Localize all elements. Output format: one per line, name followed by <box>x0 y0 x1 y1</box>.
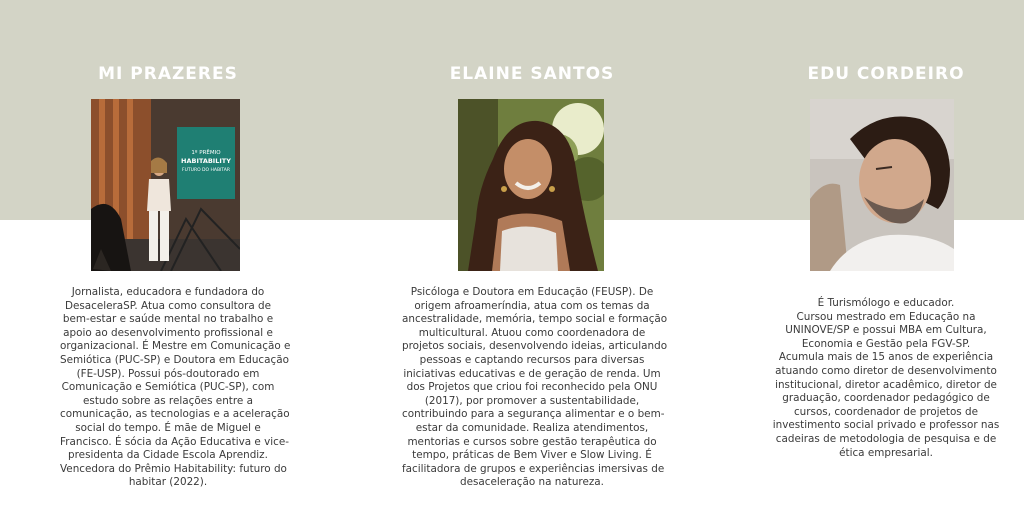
woman-standing-at-award-event-photo <box>91 99 240 271</box>
bio-line: desaceleração na natureza. <box>460 476 604 489</box>
bio-line: ancestralidade, memória, tempo social e formação <box>402 313 668 326</box>
bio-line: Cursou mestrado em Educação na <box>796 310 976 323</box>
profile-bio <box>60 286 291 490</box>
bio-line: Economia e Gestão pela FGV-SP. <box>801 337 971 350</box>
bio-line: contribuindo para a segurança alimentar e o bem- <box>402 408 665 421</box>
bio-line: Comunicação e Semiótica (PUC-SP), com <box>61 381 275 394</box>
bio-line: multicultural. Atuou como coordenadora de <box>418 326 646 339</box>
banner-text-line: HABITABILITY <box>181 157 231 165</box>
profile-bio <box>402 286 668 490</box>
smiling-woman-portrait-photo <box>458 99 604 271</box>
profile-photo <box>91 99 240 271</box>
bio-line: mentorias e cursos sobre gestão terapêutica do <box>407 435 657 448</box>
bio-line: Semiótica (PUC-SP) e Doutora em Educação <box>60 353 289 366</box>
bio-line: (2017), por promover a sustentabilidade, <box>424 394 640 407</box>
bio-line: dos Projetos que criou foi reconhecido pela ONU <box>406 381 658 394</box>
bio-line: É Turismólogo e educador. <box>817 297 955 309</box>
bio-line: UNINOVE/SP e possui MBA em Cultura, <box>785 324 987 337</box>
bio-line: social do tempo. É mãe de Miguel e <box>75 421 261 434</box>
bio-line: atuando como diretor de desenvolvimento <box>775 364 997 377</box>
profile-card-elaine-santos <box>402 0 668 512</box>
profile-photo <box>810 99 954 271</box>
bio-line: Psicóloga e Doutora em Educação (FEUSP). De <box>410 286 654 298</box>
bio-line: investimento social privado e professor nas <box>772 419 1000 432</box>
profile-card-mi-prazeres <box>60 0 291 512</box>
bio-line: pessoas e captando recursos para diversas <box>419 353 645 366</box>
bio-line: estudo sobre as relações entre a <box>83 394 253 407</box>
bio-line: habitar (2022). <box>128 476 208 489</box>
bearded-man-portrait-photo <box>810 99 954 271</box>
bio-line: origem afroameríndia, atua com os temas da <box>414 299 650 312</box>
bio-line: comunicação, as tecnologias e a aceleração <box>60 408 290 421</box>
banner-text-line: 1º PRÊMIO <box>191 150 221 156</box>
bio-line: facilitadora de grupos e experiências imersivas de <box>402 462 665 475</box>
bio-line: (FE-USP). Possui pós-doutorado em <box>76 367 260 380</box>
bio-line: apoio ao desenvolvimento profissional e <box>63 326 273 339</box>
bio-line: ética empresarial. <box>839 446 933 459</box>
profile-name: MI PRAZERES <box>98 64 238 84</box>
bio-line: organizacional. É Mestre em Comunicação e <box>60 340 291 353</box>
profile-name: ELAINE SANTOS <box>449 64 615 84</box>
bio-line: institucional, diretor acadêmico, diretor de <box>775 378 997 391</box>
bio-line: Vencedora do Prêmio Habitability: futuro do <box>60 462 287 475</box>
bio-line: estar da comunidade. Realiza atendimentos, <box>415 421 649 434</box>
profile-bio <box>766 297 1006 460</box>
profile-photo <box>458 99 604 271</box>
bio-line: graduação, coordenador pedagógico de <box>782 392 990 405</box>
bio-line: projetos sociais, desenvolvendo ideias, articulando <box>402 340 668 353</box>
bio-line: iniciativas educativas e de geração de renda. Um <box>403 367 661 380</box>
bio-line: Acumula mais de 15 anos de experiência <box>778 351 994 364</box>
bio-line: Francisco. É sócia da Ação Educativa e vice- <box>60 435 289 448</box>
bio-line: DesaceleraSP. Atua como consultora de <box>64 299 272 312</box>
bio-line: presidenta da Cidade Escola Aprendiz. <box>68 449 268 462</box>
profile-card-edu-cordeiro <box>766 0 1006 512</box>
banner-text-line: FUTURO DO HABITAR <box>182 168 230 173</box>
bio-line: tempo, práticas de Bem Viver e Slow Living. É <box>412 449 652 462</box>
bio-line: Jornalista, educadora e fundadora do <box>71 286 265 298</box>
bio-line: cadeiras de metodologia de pesquisa e de <box>775 432 997 445</box>
bio-line: cursos, coordenador de projetos de <box>793 405 979 418</box>
bio-line: bem-estar e saúde mental no trabalho e <box>62 313 274 326</box>
profile-name: EDU CORDEIRO <box>807 64 965 84</box>
